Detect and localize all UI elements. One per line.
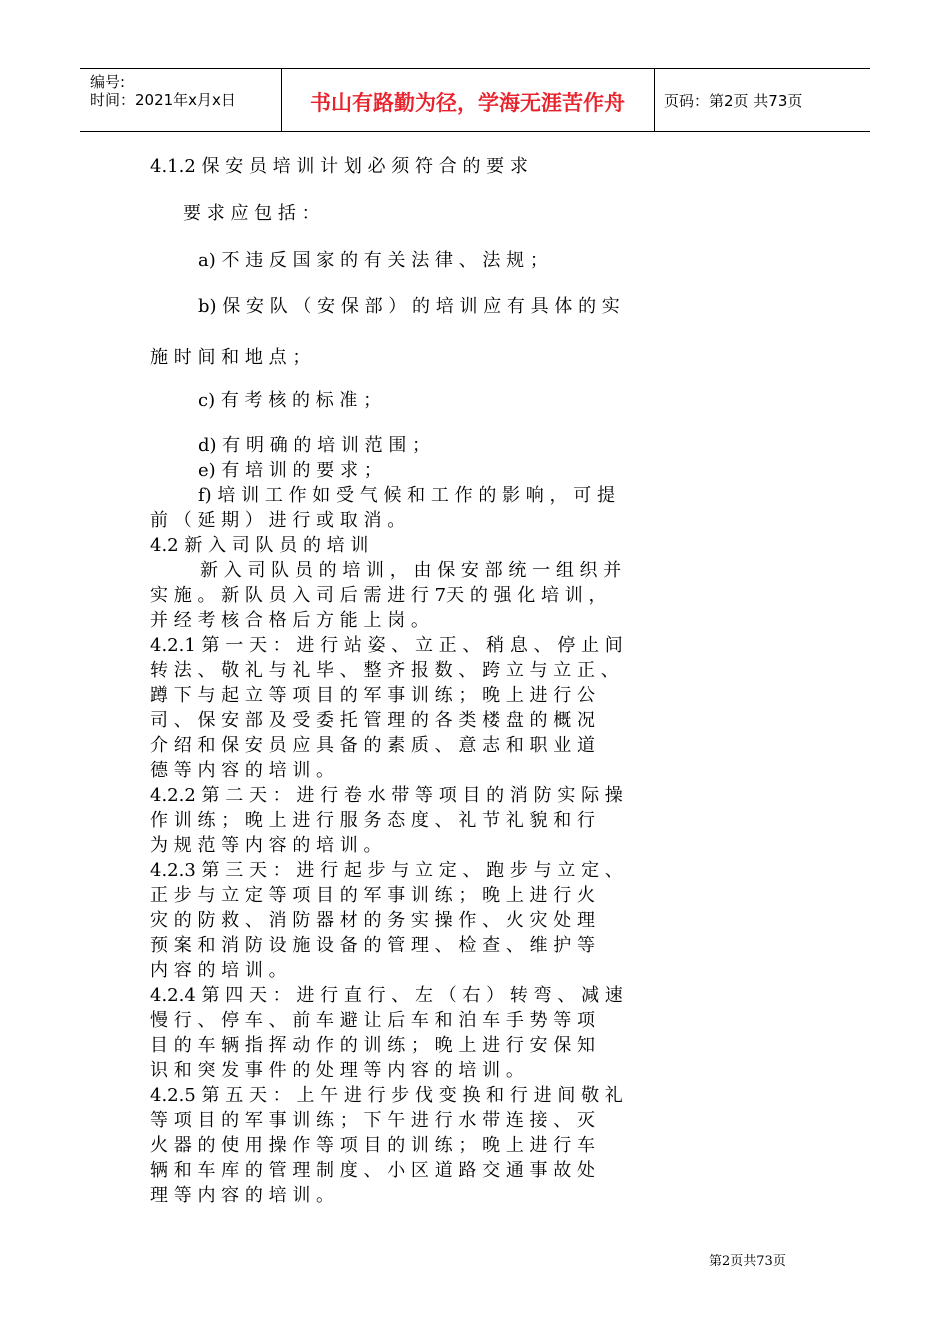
- document-number-label: 编号:: [90, 73, 126, 91]
- body-line: 灾 的 防 救 、 消 防 器 材 的 务 实 操 作 、 火 灾 处 理: [150, 910, 595, 931]
- body-line: 施 时 间 和 地 点 ；: [150, 347, 311, 368]
- body-line: 前 （ 延 期 ） 进 行 或 取 消 。: [150, 510, 406, 531]
- page-footer: 第2页共73页: [709, 1254, 786, 1269]
- body-line: 为 规 范 等 内 容 的 培 训 。: [150, 835, 382, 856]
- list-item-d: d) 有 明 确 的 培 训 范 围 ；: [198, 435, 431, 456]
- body-line: 内 容 的 培 训 。: [150, 960, 287, 981]
- list-item-a: a) 不 违 反 国 家 的 有 关 法 律 、 法 规 ；: [198, 250, 548, 271]
- header-page-cell: [654, 69, 870, 131]
- body-line: 慢 行 、 停 车 、 前 车 避 让 后 车 和 泊 车 手 势 等 项: [150, 1010, 595, 1031]
- body-line: 辆 和 车 库 的 管 理 制 度 、 小 区 道 路 交 通 事 故 处: [150, 1160, 595, 1181]
- body-line: 作 训 练 ； 晚 上 进 行 服 务 态 度 、 礼 节 礼 貌 和 行: [150, 810, 595, 831]
- document-date-label: 时间：2021年x月x日: [90, 91, 236, 109]
- list-item-e: e) 有 培 训 的 要 求 ；: [198, 460, 382, 481]
- body-line: 介 绍 和 保 安 员 应 具 备 的 素 质 、 意 志 和 职 业 道: [150, 735, 595, 756]
- header-motto-cell: [281, 69, 655, 131]
- body-line: 转 法 、 敬 礼 与 礼 毕 、 整 齐 报 数 、 跨 立 与 立 正 、: [150, 660, 619, 681]
- header-info-cell: [80, 69, 282, 131]
- section-heading-4-2-2: 4.2.2 第 二 天 ： 进 行 卷 水 带 等 项 目 的 消 防 实 际 操: [150, 785, 623, 806]
- header-page-info: 页码：第2页 共73页: [664, 92, 803, 110]
- body-line: 德 等 内 容 的 培 训 。: [150, 760, 335, 781]
- section-heading-4-2: 4.2 新 入 司 队 员 的 培 训: [150, 535, 369, 556]
- body-line: 火 器 的 使 用 操 作 等 项 目 的 训 练 ； 晚 上 进 行 车: [150, 1135, 595, 1156]
- body-line: 正 步 与 立 定 等 项 目 的 军 事 训 练 ； 晚 上 进 行 火: [150, 885, 595, 906]
- body-line: 并 经 考 核 合 格 后 方 能 上 岗 。: [150, 610, 429, 631]
- section-heading-4-2-1: 4.2.1 第 一 天 ： 进 行 站 姿 、 立 正 、 稍 息 、 停 止 间: [150, 635, 623, 656]
- list-item-c: c) 有 考 核 的 标 准 ；: [198, 390, 382, 411]
- body-line: 等 项 目 的 军 事 训 练 ； 下 午 进 行 水 带 连 接 、 灭: [150, 1110, 595, 1131]
- body-line: 理 等 内 容 的 培 训 。: [150, 1185, 335, 1206]
- header-motto: 书山有路勤为径，学海无涯苦作舟: [310, 91, 625, 115]
- section-heading-4-2-5: 4.2.5 第 五 天 ： 上 午 进 行 步 伐 变 换 和 行 进 间 敬 礼: [150, 1085, 623, 1106]
- body-line: 实 施 。 新 队 员 入 司 后 需 进 行 7天 的 强 化 培 训 ，: [150, 585, 607, 606]
- list-item-f: f) 培 训 工 作 如 受 气 候 和 工 作 的 影 响 ， 可 提: [198, 485, 615, 506]
- body-line: 目 的 车 辆 指 挥 动 作 的 训 练 ； 晚 上 进 行 安 保 知: [150, 1035, 595, 1056]
- body-line: 要 求 应 包 括 ：: [183, 203, 320, 224]
- page-header: [80, 68, 870, 132]
- body-line: 预 案 和 消 防 设 施 设 备 的 管 理 、 检 查 、 维 护 等: [150, 935, 595, 956]
- list-item-b: b) 保 安 队 （ 安 保 部 ） 的 培 训 应 有 具 体 的 实: [198, 296, 620, 317]
- body-line: 新 入 司 队 员 的 培 训 ， 由 保 安 部 统 一 组 织 并: [200, 560, 622, 581]
- section-heading-4-2-4: 4.2.4 第 四 天 ： 进 行 直 行 、 左 （ 右 ） 转 弯 、 减 速: [150, 985, 623, 1006]
- body-line: 识 和 突 发 事 件 的 处 理 等 内 容 的 培 训 。: [150, 1060, 524, 1081]
- body-line: 蹲 下 与 起 立 等 项 目 的 军 事 训 练 ； 晚 上 进 行 公: [150, 685, 595, 706]
- section-heading-4-1-2: 4.1.2 保 安 员 培 训 计 划 必 须 符 合 的 要 求: [150, 156, 528, 177]
- section-heading-4-2-3: 4.2.3 第 三 天 ： 进 行 起 步 与 立 定 、 跑 步 与 立 定 、: [150, 860, 623, 881]
- body-line: 司 、 保 安 部 及 受 委 托 管 理 的 各 类 楼 盘 的 概 况: [150, 710, 595, 731]
